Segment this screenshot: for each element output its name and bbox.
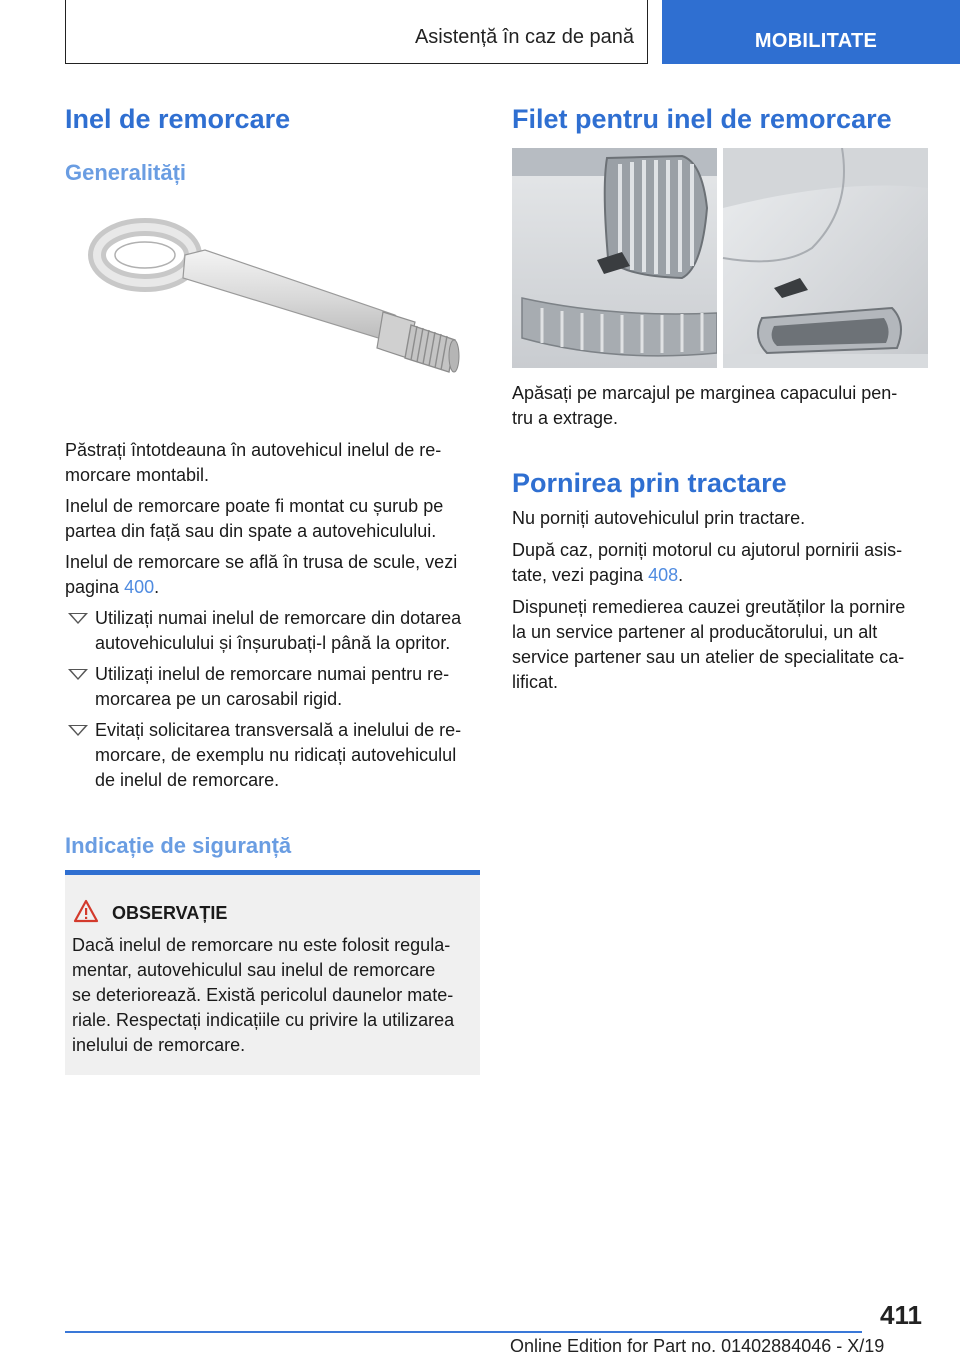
bullet-triangle-icon	[68, 669, 88, 680]
bullet-item-2: Utilizați inelul de remorcare numai pentru re‐ morcarea pe un carosabil rigid.	[65, 662, 480, 712]
notice-title: OBSERVAȚIE	[112, 903, 228, 923]
paragraph-no-tow-start: Nu porniți autovehiculul prin tractare.	[512, 508, 806, 528]
paragraph-toolkit-ref: Inelul de remorcare se află în trusa de scule, vezi pagina 400.	[65, 552, 458, 597]
paragraph-keep-ring: Păstrați întotdeauna în autovehicul inelul de re‐ morcare montabil.	[65, 440, 442, 485]
paragraph-mounting: Inelul de remorcare poate fi montat cu șurub pe partea din față sau din spate a autovehiculului.	[65, 496, 444, 541]
bullet-triangle-icon	[68, 613, 88, 624]
notice-box	[65, 870, 480, 1075]
paragraph-service: Dispuneți remedierea cauzei greutăților la pornire la un service partener al producătorului, un alt service partener sau un atelier de specialitate ca‐ lificat.	[512, 597, 906, 692]
header-section-title: Asistență în caz de pană	[414, 26, 634, 48]
bullet-item-1: Utilizați numai inelul de remorcare din dotarea autovehiculului și înșurubați-l până la opritor.	[65, 606, 480, 656]
bullet-triangle-icon	[68, 725, 88, 736]
subsection-title-safety: Indicație de siguranță	[65, 833, 292, 858]
subsection-title-general: Generalități	[65, 160, 187, 185]
section-title-tow-start: Pornirea prin tractare	[512, 468, 787, 498]
footer-divider	[65, 1331, 862, 1333]
section-title-tow-thread: Filet pentru inel de remorcare	[512, 104, 892, 134]
bullet-item-3: Evitați solicitarea transversală a inelului de re‐ morcare, de exemplu nu ridicați autovehiculul de inelul de remorcare.	[65, 718, 480, 793]
notice-text: Dacă inelul de remorcare nu este folosit regula‐ mentar, autovehiculul sau inelul de remorcare se deteriorează. Există pericolul daunelor mate‐ riale. Respectați indicațiile cu privire la utilizarea inelului de remorcare.	[72, 935, 455, 1055]
edition-note: Online Edition for Part no. 01402884046 - X/19	[510, 1336, 885, 1356]
bumper-cover-photo	[512, 148, 928, 368]
section-title-tow-ring: Inel de remorcare	[65, 104, 291, 134]
tow-ring-illustration	[65, 200, 480, 425]
header-chapter-tab[interactable]: MOBILITATE	[662, 0, 960, 64]
paragraph-press-mark: Apăsați pe marcajul pe marginea capacului pen‐ tru a extrage.	[512, 383, 898, 428]
page-link-400[interactable]: 400	[124, 577, 155, 597]
page-link-408[interactable]: 408	[648, 565, 679, 585]
warning-triangle-icon	[73, 899, 99, 923]
page-number: 411	[880, 1300, 922, 1330]
paragraph-jump-start: După caz, porniți motorul cu ajutorul pornirii asis‐ tate, vezi pagina 408.	[512, 540, 903, 585]
